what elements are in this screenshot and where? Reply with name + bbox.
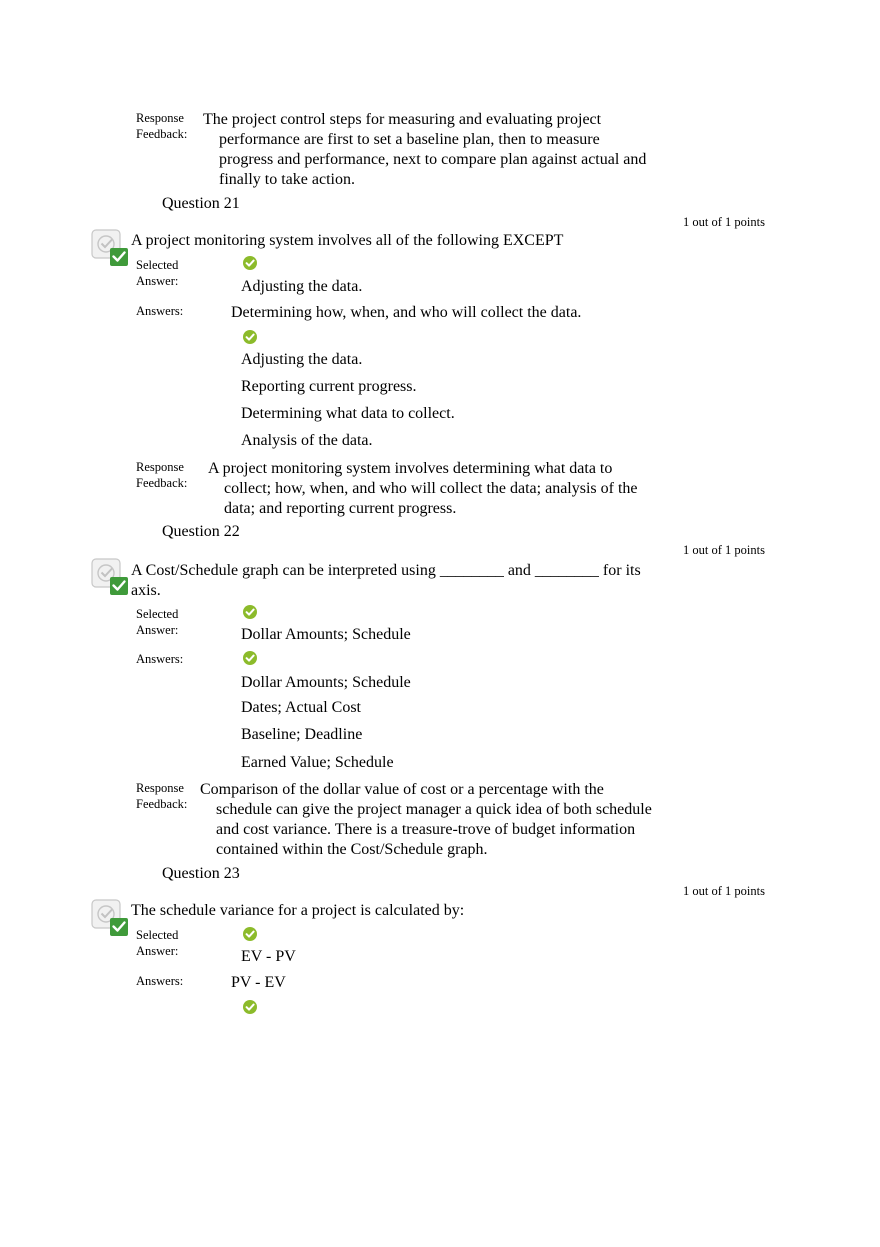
correct-check-icon [243, 330, 257, 344]
question-23-points: 1 out of 1 points [683, 884, 765, 898]
question-23-text: The schedule variance for a project is calculated by: [131, 902, 465, 919]
correct-check-icon [243, 605, 257, 619]
correct-check-icon [243, 1000, 257, 1014]
question-correct-status-icon [91, 229, 129, 267]
answers-label: Answers: [136, 304, 184, 318]
question-22-text: A Cost/Schedule graph can be interpreted using ________ and ________ for its axis. [131, 562, 641, 599]
answer-option: Dates; Actual Cost [241, 699, 361, 716]
question-21-selected-answer: Adjusting the data. [241, 278, 363, 295]
answer-option: Determining what data to collect. [241, 405, 455, 422]
answer-option: Reporting current progress. [241, 378, 417, 395]
question-22-heading: Question 22 [162, 523, 240, 540]
selected-answer-label: Selected Answer: [136, 258, 179, 288]
selected-answer-label: Selected Answer: [136, 607, 179, 637]
question-21-text: A project monitoring system involves all of the following EXCEPT [131, 232, 564, 249]
question-22-points: 1 out of 1 points [683, 543, 765, 557]
question-correct-status-icon [91, 899, 129, 937]
correct-check-icon [243, 651, 257, 665]
answer-option: Dollar Amounts; Schedule [241, 674, 411, 691]
answer-option: Adjusting the data. [241, 351, 363, 368]
answer-option: Analysis of the data. [241, 432, 373, 449]
question-23-heading: Question 23 [162, 865, 240, 882]
response-feedback-text: The project control steps for measuring and evaluating project performance are first to set a baseline plan, then to measure progress and performance, next to compare plan against actual and finally to take action. [203, 111, 647, 188]
question-22-selected-answer: Dollar Amounts; Schedule [241, 626, 411, 643]
question-23-selected-answer: EV - PV [241, 948, 296, 965]
correct-check-icon [243, 927, 257, 941]
correct-check-icon [243, 256, 257, 270]
selected-answer-label: Selected Answer: [136, 928, 179, 958]
response-feedback-label: Response Feedback: [136, 460, 188, 490]
answer-option: PV - EV [231, 974, 286, 991]
question-21-points: 1 out of 1 points [683, 215, 765, 229]
question-22-feedback-text: Comparison of the dollar value of cost or a percentage with the schedule can give the project manager a quick idea of both schedule and cost variance. There is a treasure-trove of budget information contained within the Cost/Schedule graph. [200, 781, 652, 858]
question-correct-status-icon [91, 558, 129, 596]
answer-option: Baseline; Deadline [241, 726, 363, 743]
response-feedback-label: Response Feedback: [136, 781, 188, 811]
response-feedback-label: Response Feedback: [136, 111, 188, 141]
question-21-heading: Question 21 [162, 195, 240, 212]
answer-option: Determining how, when, and who will collect the data. [231, 304, 582, 321]
answers-label: Answers: [136, 652, 184, 666]
question-21-feedback-text: A project monitoring system involves determining what data to collect; how, when, and who will collect the data; analysis of the data; and reporting current progress. [208, 460, 638, 517]
answer-option: Earned Value; Schedule [241, 754, 394, 771]
answers-label: Answers: [136, 974, 184, 988]
